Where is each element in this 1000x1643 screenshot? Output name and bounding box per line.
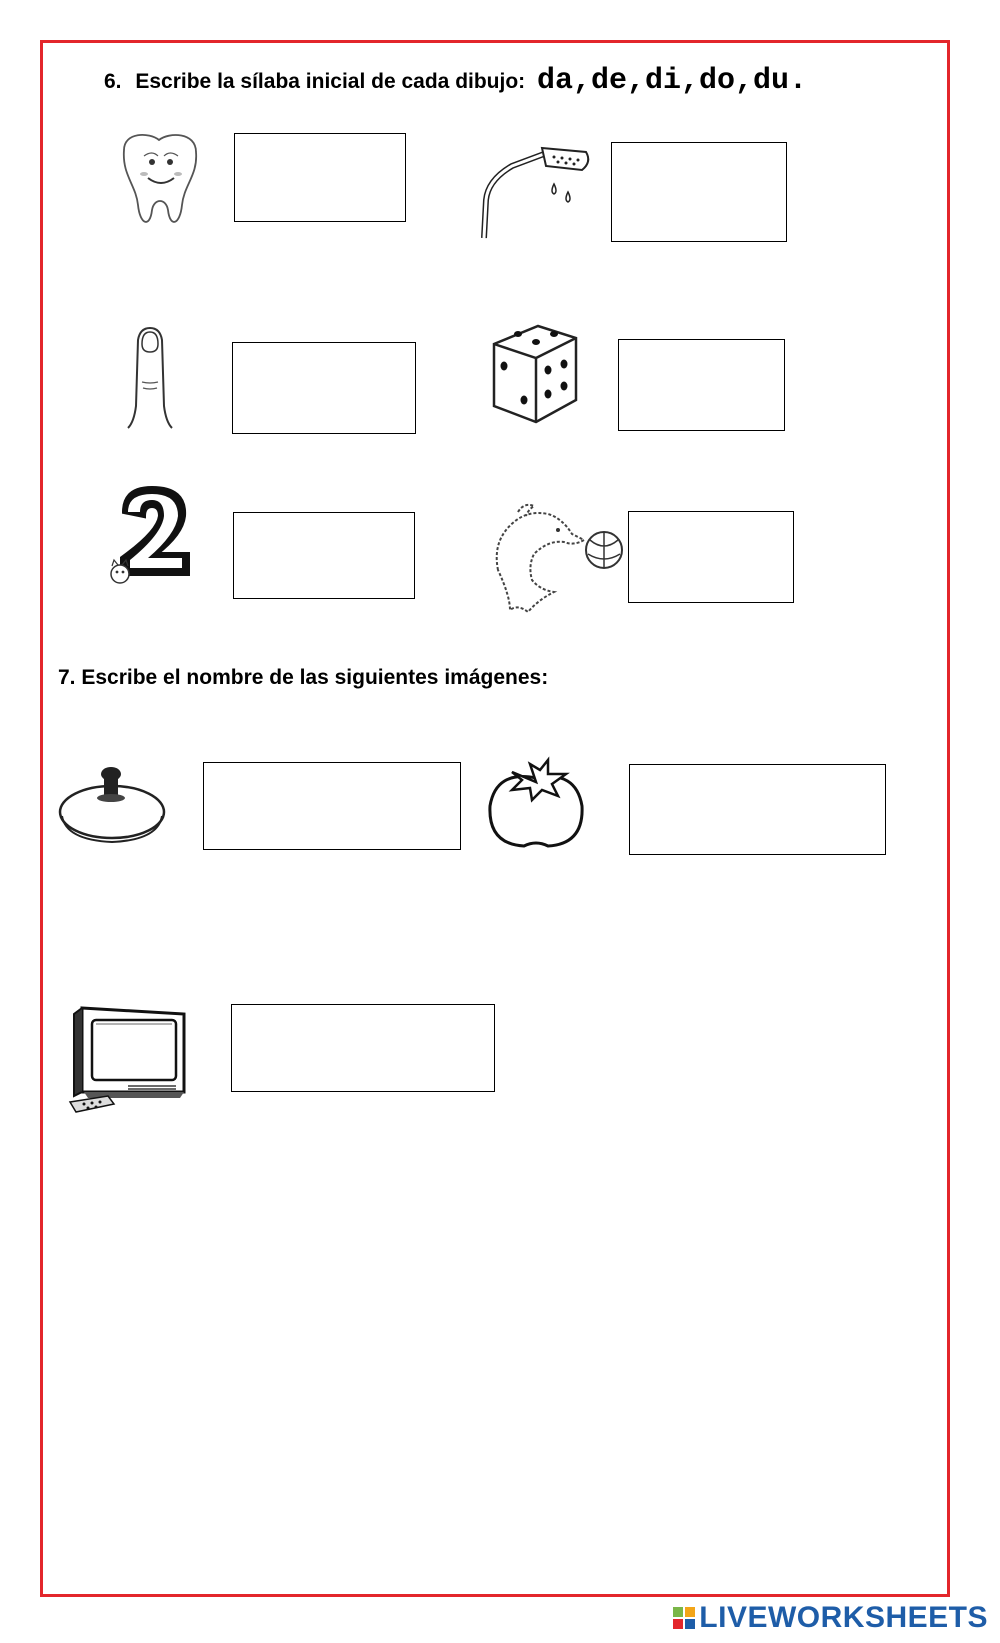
syllable-list: da,de,di,do,du. [537,64,808,98]
finger-icon [124,326,174,430]
tooth-icon [114,130,204,230]
answer-box-dice[interactable] [618,339,785,431]
brand-name: LIVEWORKSHEETS [699,1601,988,1634]
logo-mark-icon [673,1607,695,1629]
section-7-heading: 7. Escribe el nombre de las siguientes imágenes: [58,666,549,689]
lid-icon [56,760,168,846]
dice-icon [488,322,580,424]
answer-box-tooth[interactable] [234,133,406,222]
liveworksheets-logo [673,1601,988,1635]
answer-box-lid[interactable] [203,762,461,850]
answer-box-television[interactable] [231,1004,495,1092]
answer-box-number-two[interactable] [233,512,415,599]
section-6-number: 6. [104,70,122,93]
television-icon [68,1000,188,1114]
answer-box-tomato[interactable] [629,764,886,855]
section-6-instruction: Escribe la sílaba inicial de cada dibujo: [135,70,526,93]
section-6-heading [104,64,807,98]
answer-box-shower[interactable] [611,142,787,242]
tomato-icon [486,756,586,850]
shower-icon [482,140,592,240]
number-two-icon [104,482,196,590]
dolphin-icon [488,500,628,618]
answer-box-finger[interactable] [232,342,416,434]
answer-box-dolphin[interactable] [628,511,794,603]
